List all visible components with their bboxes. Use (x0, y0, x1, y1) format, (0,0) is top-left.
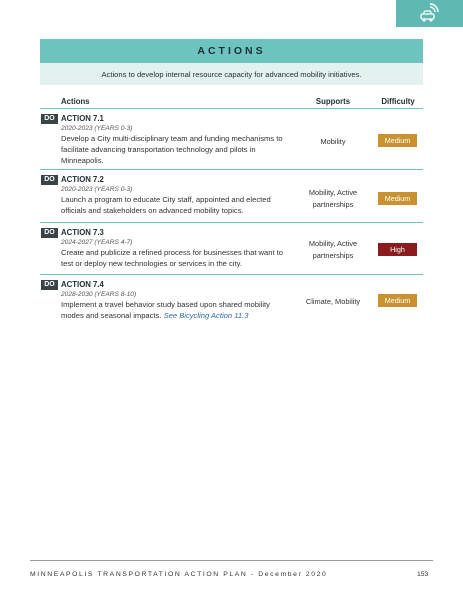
table-row (40, 278, 423, 328)
action-description: Develop a City multi-disciplinary team and funding mechanisms to facilitate advancing transportation technology and pilots in Minneapolis. (61, 134, 283, 165)
do-badge: DO (41, 280, 58, 290)
action-supports: Mobility (320, 137, 346, 146)
action-years: 2028-2030 (YEARS 8-10) (61, 290, 137, 298)
difficulty-badge: Medium (378, 134, 417, 147)
table-row (40, 226, 423, 275)
action-years: 2024-2027 (YEARS 4-7) (61, 238, 133, 246)
action-supports: Mobility, Active partnerships (308, 239, 358, 260)
action-description: Launch a program to educate City staff, appointed and elected officials and stakeholders on advanced mobility topics. (61, 195, 271, 215)
do-badge: DO (41, 175, 58, 185)
actions-subtitle: Actions to develop internal resource capacity for advanced mobility initiatives. (40, 63, 423, 85)
actions-banner: ACTIONS (40, 39, 423, 63)
table-row (40, 112, 423, 170)
do-badge: DO (41, 114, 58, 124)
action-title: ACTION 7.1 (61, 114, 104, 123)
action-supports: Mobility, Active partnerships (308, 188, 358, 209)
header-actions: Actions (61, 97, 90, 106)
action-description-text: Implement a travel behavior study based upon shared mobility modes and seasonal impacts. (61, 300, 270, 320)
header-supports: Supports (315, 97, 351, 106)
action-description (61, 299, 291, 321)
footer-title: MINNEAPOLIS TRANSPORTATION ACTION PLAN - December 2020 (30, 571, 328, 578)
action-title: ACTION 7.4 (61, 280, 104, 289)
difficulty-badge: High (378, 243, 417, 256)
footer-divider (30, 560, 433, 561)
action-supports: Climate, Mobility (305, 297, 361, 306)
section-corner-tab (396, 0, 463, 27)
difficulty-badge: Medium (378, 294, 417, 307)
header-difficulty: Difficulty (381, 97, 415, 106)
action-title: ACTION 7.2 (61, 175, 104, 184)
table-row (40, 173, 423, 223)
table-header (40, 94, 423, 109)
connected-vehicle-icon (418, 3, 440, 24)
action-years: 2020-2023 (YEARS 0-3) (61, 185, 133, 193)
action-title: ACTION 7.3 (61, 228, 104, 237)
page-number: 153 (417, 571, 429, 578)
do-badge: DO (41, 228, 58, 238)
difficulty-badge: Medium (378, 192, 417, 205)
action-years: 2020-2023 (YEARS 0-3) (61, 124, 133, 132)
action-description: Create and publicize a refined process for businesses that want to test or deploy new technologies or services in the city. (61, 248, 284, 268)
see-also-link[interactable]: See Bicycling Action 11.3 (163, 311, 249, 320)
